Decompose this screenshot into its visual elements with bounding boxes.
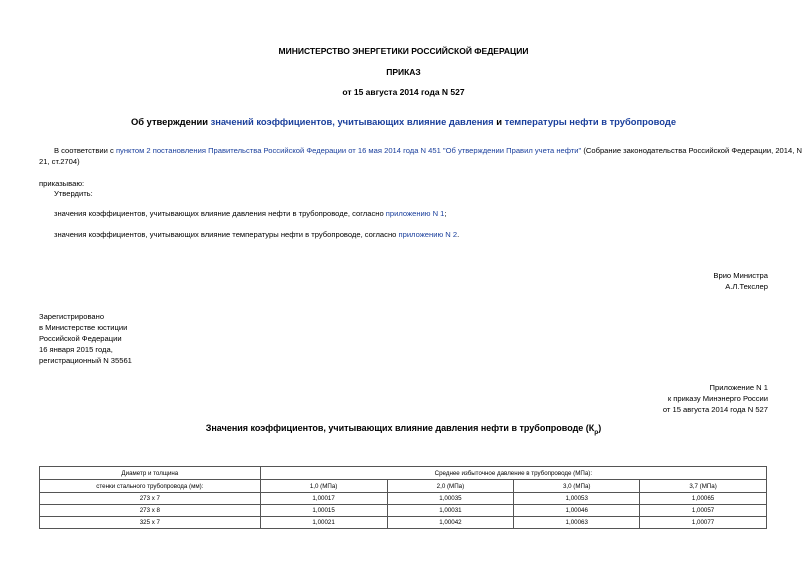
table-header-row-2 bbox=[40, 480, 767, 493]
pipe-size-cell: 273 x 8 bbox=[40, 505, 261, 517]
appendix-line-1: Приложение N 1 bbox=[709, 383, 768, 392]
coefficient-cell: 1,00053 bbox=[514, 493, 640, 505]
coefficient-cell: 1,00046 bbox=[514, 505, 640, 517]
pressure-group-header: Среднее избыточное давление в трубопроводе (МПа): bbox=[260, 467, 766, 480]
document-title bbox=[0, 116, 807, 127]
pressure-header: 2,0 (МПа) bbox=[387, 480, 514, 493]
pressure-coefficients-table bbox=[39, 466, 767, 529]
title-middle: и bbox=[493, 116, 505, 127]
item2-end: . bbox=[457, 230, 460, 239]
appendix-title-text: Значения коэффициентов, учитывающих влияние давления нефти в трубопроводе (К bbox=[205, 423, 595, 433]
coefficient-cell: 1,00015 bbox=[260, 505, 387, 517]
pressure-header: 1,0 (МПа) bbox=[260, 480, 387, 493]
appendix-2-link[interactable]: приложению N 2 bbox=[398, 230, 458, 239]
registration-block bbox=[39, 311, 132, 366]
table-header-row-1 bbox=[40, 467, 767, 480]
coefficient-cell: 1,00021 bbox=[260, 517, 387, 529]
intro-suffix: (Собрание законодательства Российской Федерации, 2014, N bbox=[581, 146, 802, 155]
registration-line-3: Российской Федерации bbox=[39, 334, 122, 343]
intro-continuation: 21, ст.2704) bbox=[39, 157, 80, 166]
pressure-header: 3,0 (МПа) bbox=[514, 480, 640, 493]
pressure-header: 3,7 (МПа) bbox=[640, 480, 767, 493]
appendix-line-3: от 15 августа 2014 года N 527 bbox=[662, 405, 768, 414]
title-prefix: Об утверждении bbox=[130, 116, 211, 127]
table-row bbox=[40, 517, 767, 529]
coefficient-cell: 1,00077 bbox=[640, 517, 767, 529]
coefficient-cell: 1,00057 bbox=[640, 505, 767, 517]
registration-line-2: в Министерстве юстиции bbox=[39, 323, 128, 332]
coefficient-cell: 1,00063 bbox=[514, 517, 640, 529]
appendix-title-subscript: p bbox=[594, 428, 599, 436]
title-link-pressure[interactable]: значений коэффициентов, учитывающих влияние давления bbox=[210, 116, 494, 127]
title-link-temperature[interactable]: температуры нефти в трубопроводе bbox=[504, 116, 677, 127]
item1-end: ; bbox=[444, 209, 447, 218]
coefficient-cell: 1,00042 bbox=[387, 517, 514, 529]
registration-line-1: Зарегистрировано bbox=[39, 312, 105, 321]
intro-resolution-link[interactable]: пунктом 2 постановления Правительства Российской Федерации от 16 мая 2014 года N 451 "Об утверждении Правил учета нефти" bbox=[115, 146, 582, 155]
appendix-title bbox=[0, 423, 807, 436]
col1-header-line1: Диаметр и толщина bbox=[40, 467, 261, 480]
signature-name: А.Л.Текслер bbox=[725, 282, 768, 291]
coefficient-cell: 1,00035 bbox=[387, 493, 514, 505]
item2-text: значения коэффициентов, учитывающих влияние температуры нефти в трубопроводе, согласно bbox=[54, 230, 399, 239]
coefficient-cell: 1,00017 bbox=[260, 493, 387, 505]
approve-word: Утвердить: bbox=[54, 189, 93, 198]
order-item-2 bbox=[54, 229, 459, 240]
appendix-1-link[interactable]: приложению N 1 bbox=[385, 209, 445, 218]
appendix-header bbox=[663, 382, 768, 415]
coefficient-cell: 1,00065 bbox=[640, 493, 767, 505]
table-row bbox=[40, 493, 767, 505]
registration-line-4: 16 января 2015 года, bbox=[39, 345, 113, 354]
ministry-name: МИНИСТЕРСТВО ЭНЕРГЕТИКИ РОССИЙСКОЙ ФЕДЕРАЦИИ bbox=[278, 46, 529, 56]
pipe-size-cell: 273 x 7 bbox=[40, 493, 261, 505]
intro-paragraph bbox=[54, 145, 802, 156]
signature-position: Врио Министра bbox=[713, 271, 768, 280]
registration-line-5: регистрационный N 35561 bbox=[39, 356, 132, 365]
order-item-1 bbox=[54, 208, 447, 219]
col1-header-line2: стенки стального трубопровода (мм): bbox=[40, 480, 261, 493]
document-type: ПРИКАЗ bbox=[386, 67, 421, 77]
intro-prefix: В соответствии с bbox=[54, 146, 116, 155]
order-word: приказываю: bbox=[39, 179, 85, 188]
coefficient-cell: 1,00031 bbox=[387, 505, 514, 517]
order-date-number: от 15 августа 2014 года N 527 bbox=[342, 87, 465, 97]
item1-text: значения коэффициентов, учитывающих влияние давления нефти в трубопроводе, согласно bbox=[54, 209, 386, 218]
appendix-title-end: ) bbox=[598, 423, 602, 433]
table-row bbox=[40, 505, 767, 517]
appendix-line-2: к приказу Минэнерго России bbox=[667, 394, 768, 403]
pipe-size-cell: 325 x 7 bbox=[40, 517, 261, 529]
